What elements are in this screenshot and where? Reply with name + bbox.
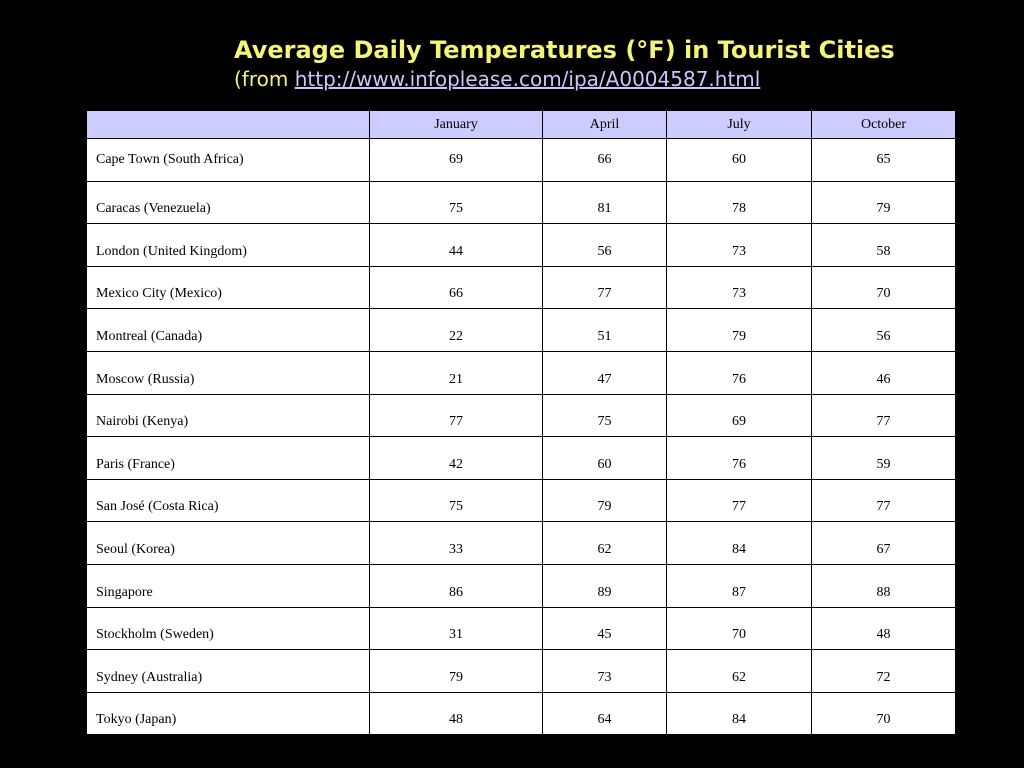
temperature-cell: 44	[370, 224, 543, 267]
temperature-table	[86, 110, 956, 735]
temperature-cell: 77	[543, 266, 667, 309]
temperature-cell: 88	[812, 564, 956, 607]
temperature-cell: 77	[370, 394, 543, 437]
temperature-cell: 64	[543, 692, 667, 735]
temperature-cell: 79	[543, 479, 667, 522]
temperature-cell: 58	[812, 224, 956, 267]
temperature-cell: 51	[543, 309, 667, 352]
temperature-cell: 60	[667, 139, 812, 182]
table-row	[87, 309, 956, 352]
temperature-cell: 21	[370, 351, 543, 394]
column-header-april: April	[543, 111, 667, 139]
temperature-cell: 62	[667, 650, 812, 693]
city-cell: London (United Kingdom)	[87, 224, 370, 267]
table-row	[87, 692, 956, 735]
temperature-cell: 42	[370, 437, 543, 480]
temperature-cell: 66	[543, 139, 667, 182]
table-row	[87, 522, 956, 565]
table-row	[87, 564, 956, 607]
slide-title: Average Daily Temperatures (°F) in Tourist Cities	[234, 36, 895, 64]
temperature-cell: 76	[667, 351, 812, 394]
temperature-cell: 22	[370, 309, 543, 352]
table-row	[87, 224, 956, 267]
city-cell: Cape Town (South Africa)	[87, 139, 370, 182]
corner-header-cell	[87, 111, 370, 139]
table-row	[87, 139, 956, 182]
city-cell: Sydney (Australia)	[87, 650, 370, 693]
subtitle-prefix: (from	[234, 67, 295, 91]
table-row	[87, 650, 956, 693]
temperature-cell: 75	[370, 181, 543, 224]
temperature-cell: 31	[370, 607, 543, 650]
column-header-january: January	[370, 111, 543, 139]
temperature-cell: 75	[370, 479, 543, 522]
temperature-cell: 73	[543, 650, 667, 693]
temperature-cell: 47	[543, 351, 667, 394]
temperature-cell: 79	[667, 309, 812, 352]
city-cell: Tokyo (Japan)	[87, 692, 370, 735]
temperature-cell: 48	[370, 692, 543, 735]
temperature-cell: 75	[543, 394, 667, 437]
temperature-cell: 67	[812, 522, 956, 565]
temperature-cell: 77	[812, 394, 956, 437]
temperature-cell: 45	[543, 607, 667, 650]
temperature-cell: 89	[543, 564, 667, 607]
temperature-cell: 77	[812, 479, 956, 522]
source-link[interactable]: http://www.infoplease.com/ipa/A0004587.html	[294, 67, 761, 91]
city-cell: Montreal (Canada)	[87, 309, 370, 352]
city-cell: Paris (France)	[87, 437, 370, 480]
temperature-cell: 59	[812, 437, 956, 480]
city-cell: Moscow (Russia)	[87, 351, 370, 394]
temperature-cell: 79	[812, 181, 956, 224]
temperature-cell: 79	[370, 650, 543, 693]
table-row	[87, 181, 956, 224]
temperature-cell: 78	[667, 181, 812, 224]
temperature-cell: 81	[543, 181, 667, 224]
table-header-row	[87, 111, 956, 139]
temperature-cell: 69	[667, 394, 812, 437]
column-header-july: July	[667, 111, 812, 139]
slide-subtitle	[234, 65, 760, 93]
city-cell: Singapore	[87, 564, 370, 607]
city-cell: San José (Costa Rica)	[87, 479, 370, 522]
table-row	[87, 607, 956, 650]
temperature-cell: 77	[667, 479, 812, 522]
temperature-cell: 56	[543, 224, 667, 267]
temperature-cell: 60	[543, 437, 667, 480]
temperature-cell: 76	[667, 437, 812, 480]
city-cell: Nairobi (Kenya)	[87, 394, 370, 437]
temperature-cell: 56	[812, 309, 956, 352]
temperature-cell: 62	[543, 522, 667, 565]
temperature-cell: 48	[812, 607, 956, 650]
temperature-cell: 65	[812, 139, 956, 182]
temperature-cell: 72	[812, 650, 956, 693]
temperature-cell: 46	[812, 351, 956, 394]
table-row	[87, 266, 956, 309]
table-row	[87, 351, 956, 394]
table-row	[87, 394, 956, 437]
temperature-cell: 84	[667, 522, 812, 565]
temperature-cell: 86	[370, 564, 543, 607]
temperature-cell: 84	[667, 692, 812, 735]
table-row	[87, 437, 956, 480]
temperature-cell: 73	[667, 224, 812, 267]
temperature-cell: 70	[667, 607, 812, 650]
table-body	[87, 139, 956, 735]
city-cell: Mexico City (Mexico)	[87, 266, 370, 309]
temperature-cell: 73	[667, 266, 812, 309]
temperature-cell: 70	[812, 692, 956, 735]
city-cell: Seoul (Korea)	[87, 522, 370, 565]
temperature-cell: 87	[667, 564, 812, 607]
temperature-cell: 66	[370, 266, 543, 309]
temperature-cell: 33	[370, 522, 543, 565]
table-row	[87, 479, 956, 522]
city-cell: Stockholm (Sweden)	[87, 607, 370, 650]
column-header-october: October	[812, 111, 956, 139]
temperature-cell: 70	[812, 266, 956, 309]
temperature-cell: 69	[370, 139, 543, 182]
city-cell: Caracas (Venezuela)	[87, 181, 370, 224]
